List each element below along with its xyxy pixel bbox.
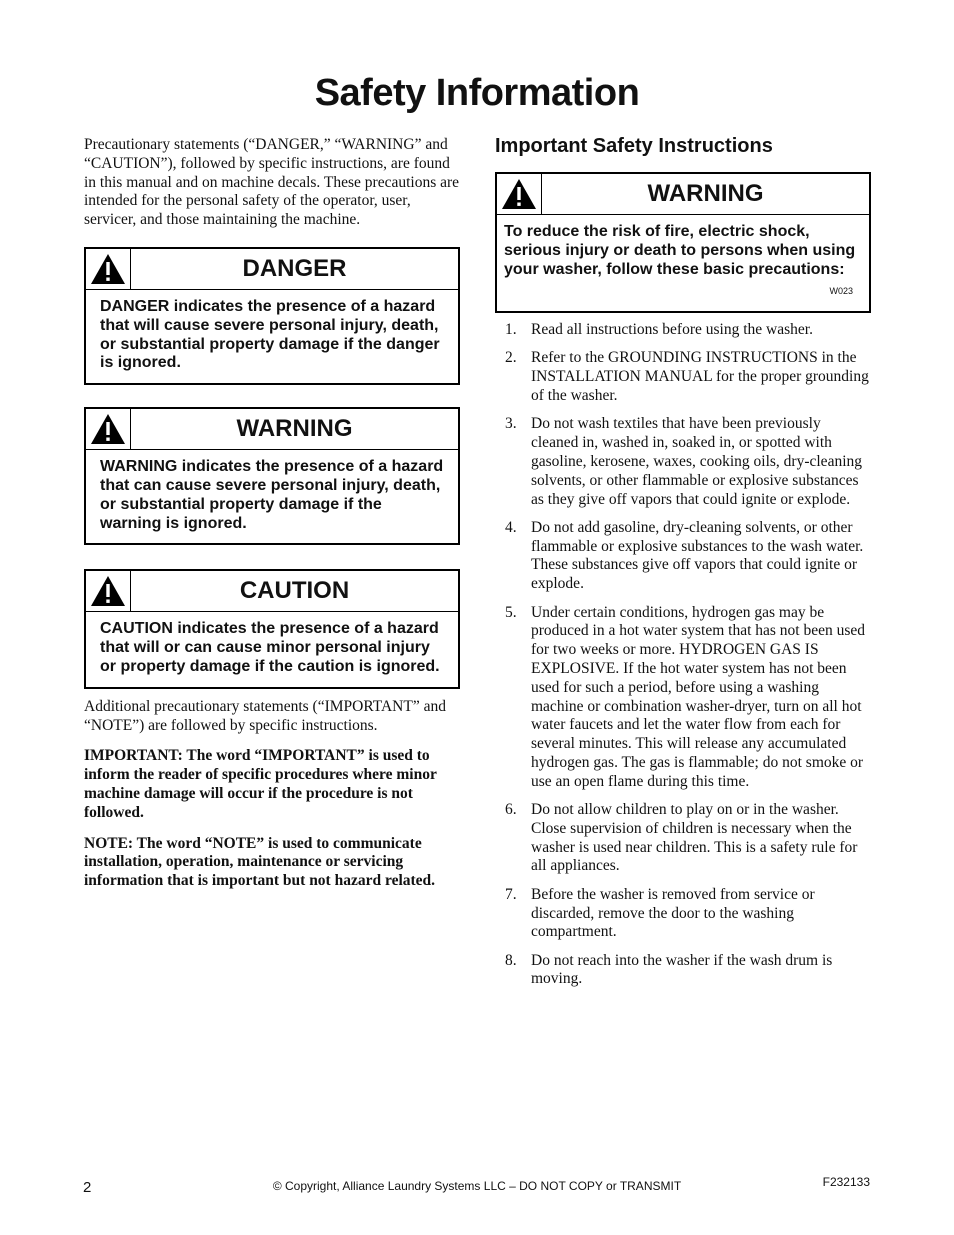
list-item-number: 3.: [505, 415, 517, 433]
list-item-number: 6.: [505, 801, 517, 819]
list-item-number: 1.: [505, 321, 517, 339]
list-item-text: Refer to the GROUNDING INSTRUCTIONS in the INSTALLATION MANUAL for the proper grounding of the washer.: [531, 349, 869, 405]
warning-triangle-icon: [90, 413, 126, 445]
danger-text: DANGER indicates the presence of a hazard that will cause severe personal injury, death, or substantial property damage if the danger is ignored.: [100, 297, 440, 372]
list-item: [495, 801, 871, 876]
list-item-text: Under certain conditions, hydrogen gas may be produced in a hot water system that has not been used for two weeks or more. HYDROGEN GAS IS EXPLOSIVE. If the hot water system has not been used for such a period, before using a washing machine or combination washer-dryer, turn on all hot water faucets and let the water flow from each for several minutes. This will release any accumulated hydrogen gas. The gas is flammable; do not smoke or use an open flame during this time.: [531, 603, 866, 790]
list-item-text: Do not add gasoline, dry-cleaning solvents, or other flammable or explosive substances to the wash water. These substances give off vapors that could ignite or explode.: [531, 518, 864, 593]
caution-box: [84, 569, 460, 688]
list-item-number: 2.: [505, 349, 517, 367]
right-column: [495, 134, 871, 999]
warning-header: [86, 409, 458, 450]
list-item-number: 8.: [505, 951, 517, 969]
instructions-list: [495, 321, 871, 989]
list-item: [495, 349, 871, 405]
warning-triangle-icon: [90, 575, 126, 607]
danger-title: DANGER: [242, 254, 347, 282]
section-title: Important Safety Instructions: [495, 135, 773, 157]
list-item-text: Do not wash textiles that have been previously cleaned in, washed in, soaked in, or spotted with gasoline, kerosene, waxes, cooking oils, dry-cleaning solvents, or other flammable or explosive substances as they give off vapors that could ignite or explode.: [531, 415, 863, 508]
warning-triangle-icon: [90, 253, 126, 285]
instructions-warning-text: To reduce the risk of fire, electric shock, serious injury or death to persons when using your washer, follow these basic precautions:: [504, 223, 856, 278]
list-item: [495, 519, 871, 594]
danger-header: [86, 249, 458, 290]
caution-text: CAUTION indicates the presence of a hazard that will or can cause minor personal injury or property damage if the caution is ignored.: [100, 620, 440, 675]
list-item: [495, 321, 871, 340]
list-item-text: Do not reach into the washer if the wash drum is moving.: [531, 951, 833, 988]
page-number: 2: [83, 1179, 92, 1196]
list-item-number: 7.: [505, 885, 517, 903]
instructions-warning-body: [497, 215, 869, 311]
warning-box: [84, 407, 460, 545]
document-code: F232133: [822, 1175, 870, 1189]
list-item: [495, 604, 871, 792]
list-item-number: 5.: [505, 603, 517, 621]
copyright-notice: © Copyright, Alliance Laundry Systems LLC – DO NOT COPY or TRANSMIT: [272, 1179, 682, 1193]
warning-icon-cell: [86, 409, 131, 449]
danger-box: [84, 247, 460, 385]
note-paragraph: NOTE: The word “NOTE” is used to communicate installation, operation, maintenance or servicing information that is important but not hazard related.: [84, 834, 436, 890]
instructions-warning-title: WARNING: [647, 180, 764, 207]
additional-paragraph: Additional precautionary statements (“IMPORTANT” and “NOTE”) are followed by specific instructions.: [84, 697, 446, 734]
page-title: Safety Information: [314, 72, 640, 114]
warning-triangle-icon: [501, 178, 537, 210]
caution-header: [86, 571, 458, 612]
list-item: [495, 886, 871, 942]
warning-title: WARNING: [236, 415, 353, 443]
list-item: [495, 952, 871, 990]
list-item-text: Before the washer is removed from service or discarded, remove the door to the washing compartment.: [531, 885, 815, 941]
warning-code: W023: [829, 286, 853, 297]
intro-paragraph: Precautionary statements (“DANGER,” “WARNING” and “CAUTION”), followed by specific instructions, are found in this manual and on machine decals. These precautions are intended for the personal safety of the operator, user, servicer, and those maintaining the machine.: [84, 136, 460, 229]
instructions-warning-box: [495, 172, 871, 313]
instructions-warning-header: [497, 174, 869, 215]
instructions-warning-icon-cell: [497, 174, 542, 214]
list-item-text: Read all instructions before using the washer.: [531, 321, 813, 339]
left-column: [84, 136, 460, 891]
list-item-text: Do not allow children to play on or in the washer. Close supervision of children is necessary when the washer is used near children. This is a safety rule for all appliances.: [531, 801, 858, 875]
important-paragraph: IMPORTANT: The word “IMPORTANT” is used to inform the reader of specific procedures where minor machine damage will occur if the procedure is not followed.: [84, 747, 437, 821]
list-item: [495, 415, 871, 509]
warning-text: WARNING indicates the presence of a hazard that can cause severe personal injury, death, or substantial property damage if the warning is ignored.: [100, 458, 444, 532]
list-item-number: 4.: [505, 518, 517, 536]
danger-icon-cell: [86, 249, 131, 289]
caution-title: CAUTION: [239, 577, 350, 605]
caution-icon-cell: [86, 571, 131, 611]
